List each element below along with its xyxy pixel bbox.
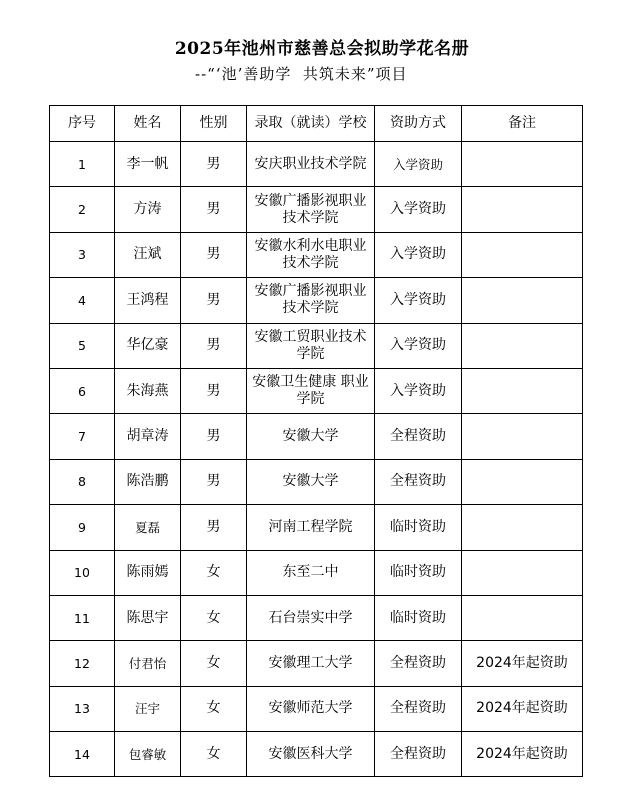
row-number: 4 bbox=[50, 278, 115, 323]
row-name: 方涛 bbox=[115, 187, 181, 232]
row-gender: 男 bbox=[181, 323, 247, 368]
row-gender: 女 bbox=[181, 595, 247, 640]
table-header-row bbox=[50, 106, 583, 142]
row-note bbox=[462, 414, 583, 459]
row-note bbox=[462, 505, 583, 550]
row-gender: 男 bbox=[181, 142, 247, 187]
row-number: 11 bbox=[50, 595, 115, 640]
row-school: 安徽广播影视职业技术学院 bbox=[247, 187, 375, 232]
row-name: 夏磊 bbox=[115, 505, 181, 550]
row-gender: 男 bbox=[181, 368, 247, 413]
row-number: 13 bbox=[50, 686, 115, 731]
row-gender: 男 bbox=[181, 414, 247, 459]
row-school: 安徽大学 bbox=[247, 459, 375, 504]
row-aid-type: 临时资助 bbox=[375, 550, 462, 595]
row-school: 石台崇实中学 bbox=[247, 595, 375, 640]
row-name: 胡章涛 bbox=[115, 414, 181, 459]
table-row bbox=[50, 278, 583, 323]
row-number: 2 bbox=[50, 187, 115, 232]
row-aid-type: 入学资助 bbox=[375, 187, 462, 232]
table-row bbox=[50, 505, 583, 550]
table-row bbox=[50, 686, 583, 731]
row-aid-type: 入学资助 bbox=[375, 142, 462, 187]
row-name: 朱海燕 bbox=[115, 368, 181, 413]
row-aid-type: 入学资助 bbox=[375, 368, 462, 413]
row-note bbox=[462, 459, 583, 504]
row-note bbox=[462, 278, 583, 323]
row-name: 华亿豪 bbox=[115, 323, 181, 368]
row-aid-type: 全程资助 bbox=[375, 459, 462, 504]
table-row bbox=[50, 323, 583, 368]
row-school: 安徽广播影视职业技术学院 bbox=[247, 278, 375, 323]
row-number: 5 bbox=[50, 323, 115, 368]
header-cell-number: 序号 bbox=[50, 106, 115, 142]
row-name: 陈雨嫣 bbox=[115, 550, 181, 595]
roster-table bbox=[49, 105, 583, 777]
row-aid-type: 全程资助 bbox=[375, 414, 462, 459]
row-name: 包睿敏 bbox=[115, 732, 181, 777]
row-number: 14 bbox=[50, 732, 115, 777]
table-row bbox=[50, 368, 583, 413]
header-cell-note: 备注 bbox=[462, 106, 583, 142]
row-aid-type: 全程资助 bbox=[375, 686, 462, 731]
row-name: 付君怡 bbox=[115, 641, 181, 686]
row-number: 12 bbox=[50, 641, 115, 686]
row-name: 李一帆 bbox=[115, 142, 181, 187]
row-school: 安徽水利水电职业技术学院 bbox=[247, 232, 375, 277]
row-number: 10 bbox=[50, 550, 115, 595]
row-gender: 女 bbox=[181, 550, 247, 595]
row-number: 1 bbox=[50, 142, 115, 187]
row-aid-type: 全程资助 bbox=[375, 732, 462, 777]
row-note bbox=[462, 323, 583, 368]
row-number: 3 bbox=[50, 232, 115, 277]
row-school: 安徽工贸职业技术学院 bbox=[247, 323, 375, 368]
row-gender: 男 bbox=[181, 505, 247, 550]
row-name: 陈浩鹏 bbox=[115, 459, 181, 504]
row-school: 河南工程学院 bbox=[247, 505, 375, 550]
row-aid-type: 入学资助 bbox=[375, 278, 462, 323]
table-row bbox=[50, 187, 583, 232]
row-number: 8 bbox=[50, 459, 115, 504]
row-school: 安庆职业技术学院 bbox=[247, 142, 375, 187]
row-note: 2024年起资助 bbox=[462, 686, 583, 731]
row-school: 安徽理工大学 bbox=[247, 641, 375, 686]
row-name: 王鸿程 bbox=[115, 278, 181, 323]
table-row bbox=[50, 550, 583, 595]
row-gender: 女 bbox=[181, 732, 247, 777]
row-school: 安徽师范大学 bbox=[247, 686, 375, 731]
row-gender: 女 bbox=[181, 641, 247, 686]
row-number: 9 bbox=[50, 505, 115, 550]
row-note bbox=[462, 595, 583, 640]
row-number: 7 bbox=[50, 414, 115, 459]
row-school: 东至二中 bbox=[247, 550, 375, 595]
row-name: 汪斌 bbox=[115, 232, 181, 277]
row-gender: 男 bbox=[181, 459, 247, 504]
row-aid-type: 入学资助 bbox=[375, 232, 462, 277]
row-aid-type: 临时资助 bbox=[375, 595, 462, 640]
row-note bbox=[462, 232, 583, 277]
row-gender: 男 bbox=[181, 278, 247, 323]
table-row bbox=[50, 232, 583, 277]
row-note: 2024年起资助 bbox=[462, 641, 583, 686]
table-row bbox=[50, 142, 583, 187]
row-name: 汪宇 bbox=[115, 686, 181, 731]
header-cell-school: 录取（就读）学校 bbox=[247, 106, 375, 142]
row-note bbox=[462, 142, 583, 187]
table-row bbox=[50, 595, 583, 640]
document-subtitle: --“‘池’善助学 共筑未来”项目 bbox=[195, 65, 408, 83]
row-aid-type: 临时资助 bbox=[375, 505, 462, 550]
row-note bbox=[462, 368, 583, 413]
row-school: 安徽大学 bbox=[247, 414, 375, 459]
row-gender: 男 bbox=[181, 232, 247, 277]
row-school: 安徽卫生健康 职业学院 bbox=[247, 368, 375, 413]
document-title: 2025年池州市慈善总会拟助学花名册 bbox=[174, 39, 470, 59]
header-cell-gender: 性别 bbox=[181, 106, 247, 142]
table-row bbox=[50, 459, 583, 504]
table-row bbox=[50, 414, 583, 459]
row-gender: 女 bbox=[181, 686, 247, 731]
table-row bbox=[50, 732, 583, 777]
table-row bbox=[50, 641, 583, 686]
row-aid-type: 全程资助 bbox=[375, 641, 462, 686]
row-note: 2024年起资助 bbox=[462, 732, 583, 777]
header-cell-aid-type: 资助方式 bbox=[375, 106, 462, 142]
row-gender: 男 bbox=[181, 187, 247, 232]
row-school: 安徽医科大学 bbox=[247, 732, 375, 777]
header-cell-name: 姓名 bbox=[115, 106, 181, 142]
row-name: 陈思宇 bbox=[115, 595, 181, 640]
row-note bbox=[462, 187, 583, 232]
row-note bbox=[462, 550, 583, 595]
row-number: 6 bbox=[50, 368, 115, 413]
row-aid-type: 入学资助 bbox=[375, 323, 462, 368]
